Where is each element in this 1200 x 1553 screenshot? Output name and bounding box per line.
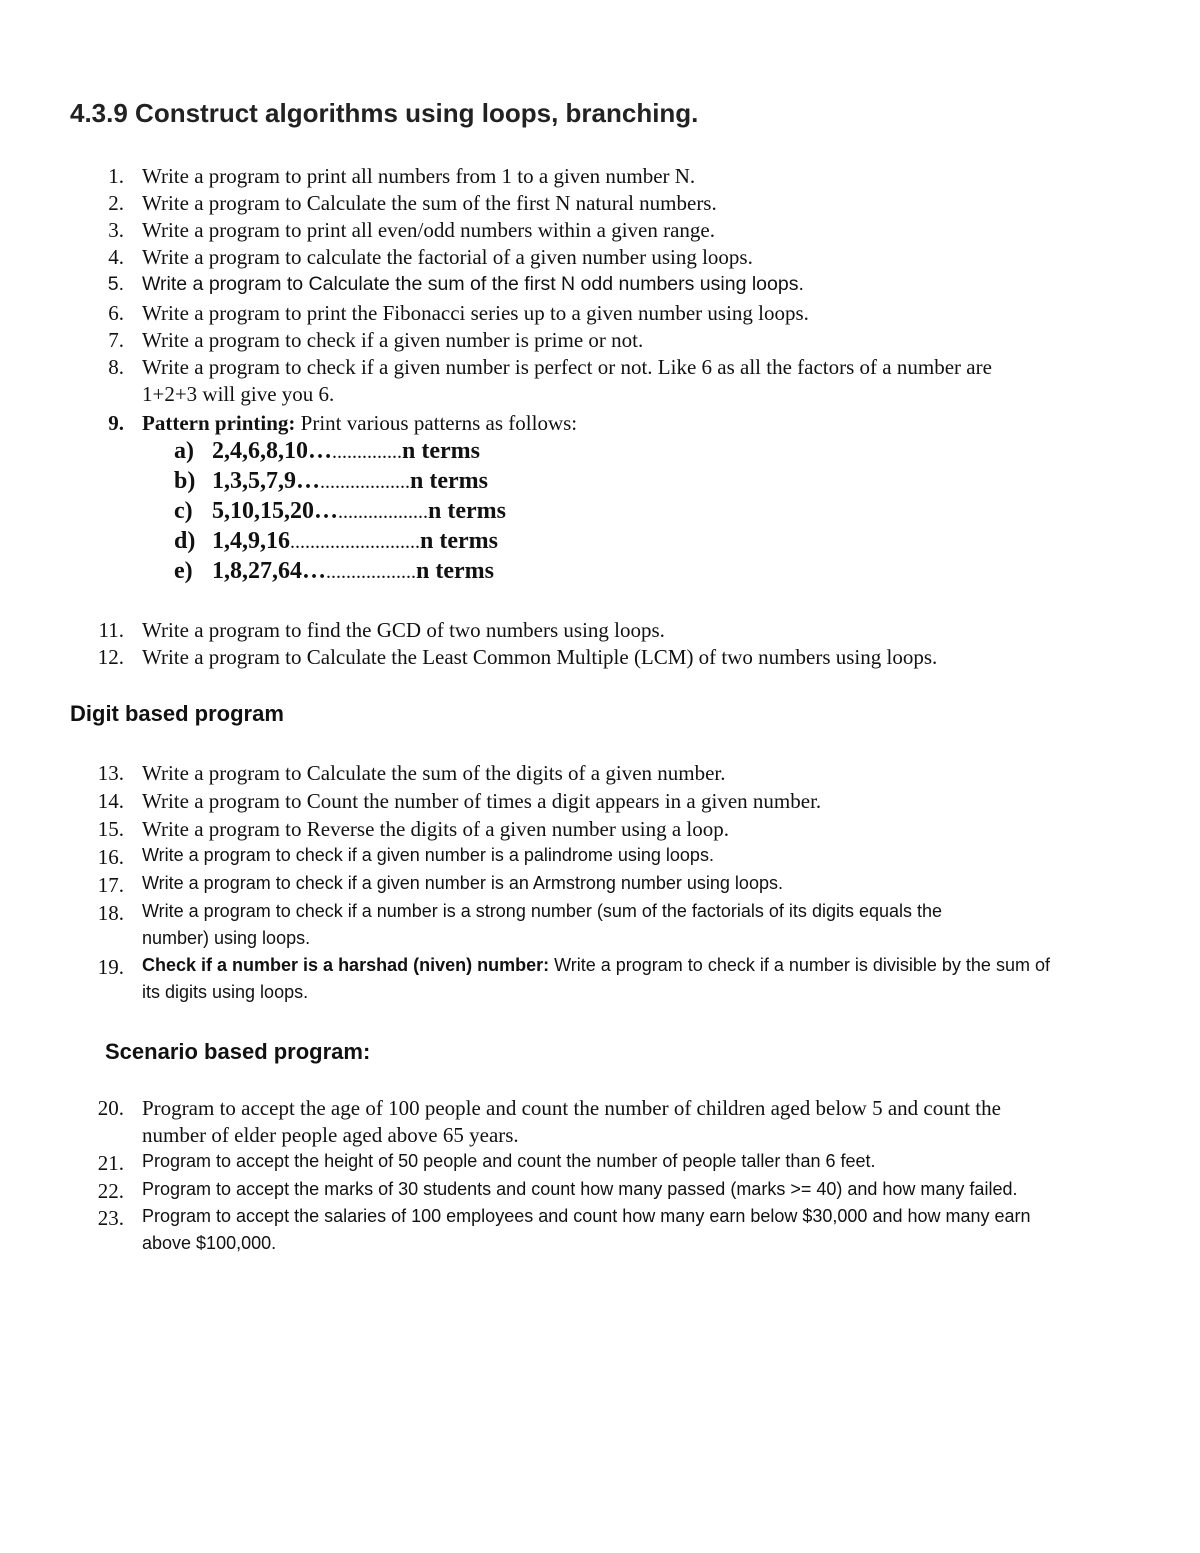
pattern-suffix: n terms bbox=[416, 558, 494, 584]
pattern-dots: .................. bbox=[326, 561, 416, 583]
section-heading-digit: Digit based program bbox=[70, 701, 284, 726]
item-text: Write a program to print the Fibonacci series up to a given number using loops. bbox=[142, 301, 809, 325]
pattern-letter: b) bbox=[174, 468, 196, 494]
item-number: 4. bbox=[108, 245, 124, 269]
item-text: Program to accept the marks of 30 students and count how many passed (marks >= 40) and how many failed. bbox=[142, 1179, 1018, 1199]
item-text-continued: its digits using loops. bbox=[142, 982, 309, 1002]
item-number: 6. bbox=[108, 301, 124, 325]
item-number: 18. bbox=[97, 901, 124, 925]
item-text: Write a program to Reverse the digits of a given number using a loop. bbox=[142, 817, 730, 841]
item-text: Print various patterns as follows: bbox=[295, 411, 578, 435]
item-text: Write a program to Calculate the Least Common Multiple (LCM) of two numbers using loops. bbox=[142, 645, 938, 669]
item-number: 11. bbox=[98, 618, 124, 642]
pattern-suffix: n terms bbox=[402, 438, 480, 464]
item-number: 1. bbox=[108, 164, 124, 188]
item-text-continued: number of elder people aged above 65 years. bbox=[142, 1123, 519, 1147]
item-text: Write a program to check if a number is divisible by the sum of bbox=[549, 955, 1050, 975]
item-number: 17. bbox=[97, 873, 124, 897]
pattern-sequence: 1,4,9,16 bbox=[212, 528, 290, 554]
pattern-dots: .................. bbox=[320, 471, 410, 493]
pattern-letter: a) bbox=[174, 438, 194, 464]
item-number: 22. bbox=[97, 1179, 124, 1203]
pattern-letter: e) bbox=[174, 558, 193, 584]
pattern-sequence: 2,4,6,8,10… bbox=[212, 438, 332, 464]
item-text: Write a program to print all even/odd numbers within a given range. bbox=[142, 218, 715, 242]
item-number: 2. bbox=[108, 191, 124, 215]
pattern-dots: .................. bbox=[338, 501, 428, 523]
item-number: 13. bbox=[97, 761, 124, 785]
pattern-sequence: 1,8,27,64… bbox=[212, 558, 326, 584]
item-label: Pattern printing: bbox=[142, 411, 296, 435]
page-title: 4.3.9 Construct algorithms using loops, branching. bbox=[70, 98, 699, 128]
item-number: 3. bbox=[108, 218, 124, 242]
item-text: Write a program to check if a given number is perfect or not. Like 6 as all the factors of a number are bbox=[142, 355, 992, 379]
pattern-sequence: 5,10,15,20… bbox=[212, 498, 338, 524]
item-text: Write a program to Calculate the sum of the first N natural numbers. bbox=[142, 191, 717, 215]
item-text: Write a program to check if a given number is an Armstrong number using loops. bbox=[142, 873, 783, 893]
item-text: Program to accept the age of 100 people and count the number of children aged below 5 and count the bbox=[142, 1096, 1001, 1120]
pattern-sequence: 1,3,5,7,9… bbox=[212, 468, 320, 494]
item-number: 19. bbox=[97, 955, 124, 979]
item-text: Write a program to check if a number is a strong number (sum of the factorials of its digits equals the bbox=[142, 901, 943, 921]
item-text: Write a program to Calculate the sum of the digits of a given number. bbox=[142, 761, 726, 785]
pattern-suffix: n terms bbox=[410, 468, 488, 494]
item-number: 9. bbox=[108, 411, 124, 435]
item-number: 12. bbox=[97, 645, 124, 669]
item-text: Write a program to check if a given number is a palindrome using loops. bbox=[142, 845, 714, 865]
item-number: 21. bbox=[97, 1151, 124, 1175]
item-number: 23. bbox=[97, 1206, 124, 1230]
pattern-letter: c) bbox=[174, 498, 193, 524]
item-text-continued: 1+2+3 will give you 6. bbox=[142, 382, 335, 406]
pattern-letter: d) bbox=[174, 528, 196, 554]
item-text: Program to accept the height of 50 people and count the number of people taller than 6 feet. bbox=[142, 1151, 876, 1171]
item-text: Write a program to check if a given number is prime or not. bbox=[142, 328, 644, 352]
item-number: 20. bbox=[97, 1096, 124, 1120]
item-text: Program to accept the salaries of 100 employees and count how many earn below $30,000 and how many earn bbox=[142, 1206, 1031, 1226]
item-text: Write a program to Calculate the sum of the first N odd numbers using loops. bbox=[142, 273, 804, 295]
item-text-continued: above $100,000. bbox=[142, 1233, 277, 1253]
pattern-suffix: n terms bbox=[420, 528, 498, 554]
item-number: 16. bbox=[97, 845, 124, 869]
pattern-suffix: n terms bbox=[428, 498, 506, 524]
pattern-dots: .............. bbox=[332, 441, 402, 463]
item-text-continued: number) using loops. bbox=[142, 928, 311, 948]
item-text: Write a program to Count the number of times a digit appears in a given number. bbox=[142, 789, 822, 813]
item-text: Write a program to find the GCD of two numbers using loops. bbox=[142, 618, 665, 642]
item-text: Write a program to calculate the factorial of a given number using loops. bbox=[142, 245, 753, 269]
item-number: 8. bbox=[108, 355, 124, 379]
item-number: 15. bbox=[97, 817, 124, 841]
section-heading-scenario: Scenario based program: bbox=[105, 1039, 371, 1064]
item-text: Write a program to print all numbers from 1 to a given number N. bbox=[142, 164, 696, 188]
item-number: 5. bbox=[107, 273, 124, 295]
item-number: 14. bbox=[97, 789, 124, 813]
item-number: 7. bbox=[108, 328, 124, 352]
pattern-dots: .......................... bbox=[290, 531, 420, 553]
item-label: Check if a number is a harshad (niven) number: bbox=[142, 955, 550, 975]
